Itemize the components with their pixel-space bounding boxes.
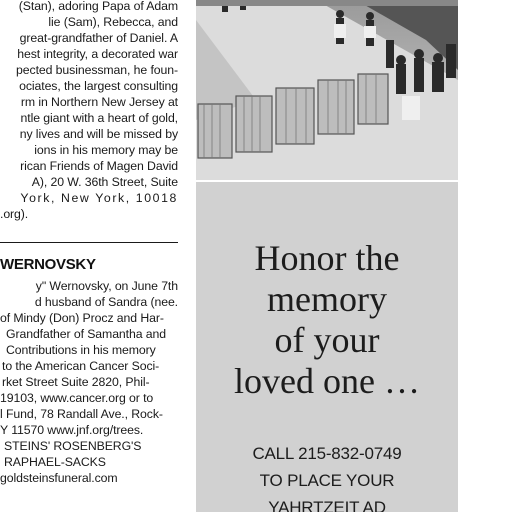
obituary-text-line: pected businessman, he foun- [16, 63, 178, 77]
ad-cta-line: CALL 215-832-0749 [252, 444, 402, 463]
news-photo [196, 0, 458, 180]
ad-headline-line: memory [267, 279, 387, 319]
obituary-text-line: great-grandfather of Daniel. A [19, 31, 178, 45]
obituary-text-line: ociates, the largest consulting [19, 79, 178, 93]
obituary-text-line: l Fund, 78 Randall Ave., Rock- [0, 407, 163, 421]
obituary-text-line: Contributions in his memory [6, 343, 156, 357]
obituary-text-line: Y 11570 www.jnf.org/trees. [0, 423, 144, 437]
yahrtzeit-ad [196, 182, 458, 512]
obituary-text-line: York, New York, 10018 [20, 191, 178, 205]
obituary-text-line: lie (Sam), Rebecca, and [48, 15, 178, 29]
obituary-text-line: y" Wernovsky, on June 7th [35, 279, 178, 293]
obituary-text-line: A), 20 W. 36th Street, Suite [31, 175, 178, 189]
obituary-text-line: 19103, www.cancer.org or to [0, 391, 154, 405]
ad-headline-line: Honor the [254, 238, 400, 278]
column-divider [0, 242, 178, 243]
obituary-text-line: of Mindy (Don) Procz and Har- [0, 311, 164, 325]
obituary-text-line: Grandfather of Samantha and [6, 327, 166, 341]
obituary-text-line: rket Street Suite 2820, Phil- [2, 375, 150, 389]
ad-cta-line: YAHRTZEIT AD [268, 498, 386, 512]
ad-cta-line: TO PLACE YOUR [259, 471, 395, 490]
ad-headline-line: loved one … [234, 361, 420, 401]
obituary-text-line: goldsteinsfuneral.com [0, 471, 118, 485]
obituary-text-line: hest integrity, a decorated war [17, 47, 178, 61]
obituary-text-line: ions in his memory may be [34, 143, 178, 157]
obituary-text-line: ntle giant with a heart of gold, [20, 111, 178, 125]
obituary-text-line: ny lives and will be missed by [19, 127, 178, 141]
ad-headline-line: of your [274, 320, 380, 360]
ad-call-to-action [196, 440, 458, 512]
obituary-text-line: .org). [0, 207, 29, 221]
obituary-text-line: RAPHAEL-SACKS [4, 455, 106, 469]
obituary-text-line: d husband of Sandra (nee. [34, 295, 178, 309]
ad-headline [196, 238, 458, 402]
obituary-text-line: to the American Cancer Soci- [2, 359, 160, 373]
obituary-text-line: rm in Northern New Jersey at [20, 95, 178, 109]
obituary-column [0, 0, 180, 512]
obituary-text-line: rican Friends of Magen David [20, 159, 178, 173]
crowd-photo-image [196, 0, 458, 180]
obituary-text-line: (Stan), adoring Papa of Adam [18, 0, 178, 13]
obituary-text-line: STEINS' ROSENBERG'S [4, 439, 142, 453]
obituary-heading: WERNOVSKY [0, 256, 96, 273]
page-margin [458, 0, 512, 512]
